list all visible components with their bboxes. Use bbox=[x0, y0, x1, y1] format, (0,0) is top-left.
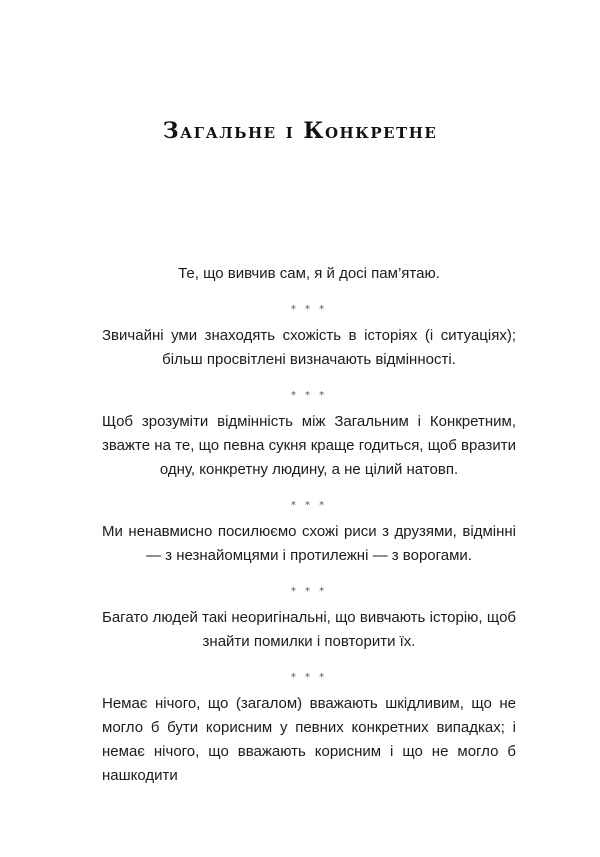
aphorism-3: Щоб зрозуміти відмінність між Загальним і Конкретним, зважте на те, що певна сукня краще годиться, щоб вразити одну, конкретну людину, а не цілий натовп. bbox=[102, 413, 516, 478]
aphorism-1: Те, що вивчив сам, я й досі пам’ятаю. bbox=[178, 265, 440, 282]
aphorism-4: Ми ненавмисно посилюємо схожі риси з друзями, відмінні — з незнайомцями і протилежні — з ворогами. bbox=[102, 523, 516, 564]
body-text bbox=[102, 262, 516, 788]
section-separator: * * * bbox=[290, 672, 328, 683]
aphorism-5: Багато людей такі неоригінальні, що вивчають історію, щоб знайти помилки і повторити їх. bbox=[102, 609, 516, 650]
aphorism-2: Звичайні уми знаходять схожість в історіях (і ситуаціях); більш просвітлені визначають відмінності. bbox=[102, 327, 516, 368]
chapter-title: Загальне і Конкретне bbox=[162, 118, 438, 144]
section-separator: * * * bbox=[290, 500, 328, 511]
section-separator: * * * bbox=[290, 390, 328, 401]
section-separator: * * * bbox=[290, 304, 328, 315]
aphorism-6: Немає нічого, що (загалом) вважають шкідливим, що не могло б бути корисним у певних конкретних випадках; і немає нічого, що вважають корисним і що не могло б нашкодити bbox=[102, 695, 516, 784]
section-separator: * * * bbox=[290, 586, 328, 597]
